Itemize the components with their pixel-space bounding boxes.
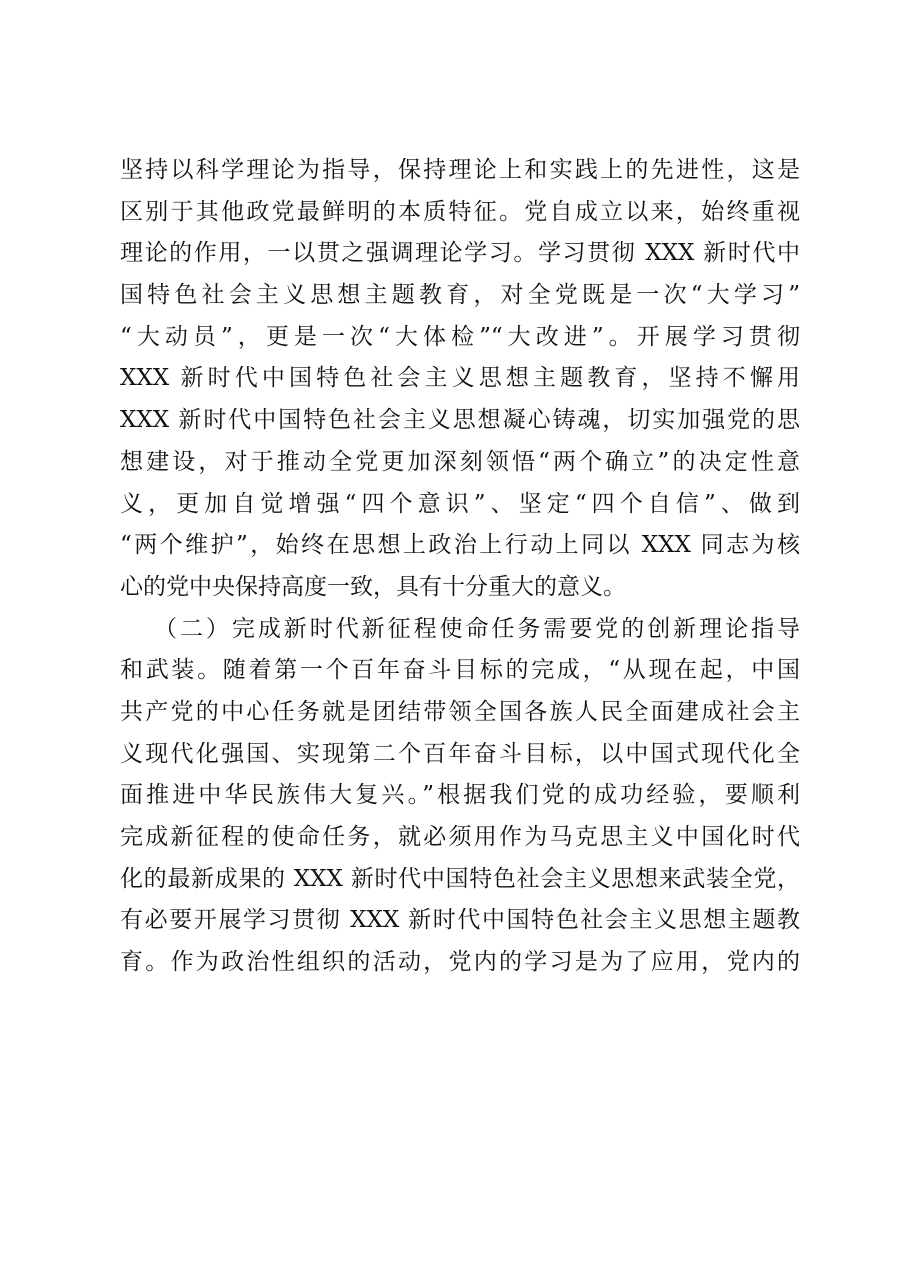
text-line: “大动员”，更是一次“大体检”“大改进”。开展学习贯彻 xyxy=(120,323,800,350)
text-line: 和武装。随着第一个百年奋斗目标的完成，“从现在起，中国 xyxy=(120,657,800,684)
text-line: XXX 新时代中国特色社会主义思想主题教育，坚持不懈用 xyxy=(120,365,800,392)
text-line: XXX 新时代中国特色社会主义思想凝心铸魂，切实加强党的思 xyxy=(120,407,800,434)
paragraph-1 xyxy=(120,150,800,609)
text-line: 义现代化强国、实现第二个百年奋斗目标，以中国式现代化全 xyxy=(120,740,800,767)
text-line: “两个维护”，始终在思想上政治上行动上同以 XXX 同志为核 xyxy=(120,532,800,559)
text-line: 国特色社会主义思想主题教育，对全党既是一次“大学习” xyxy=(120,282,800,309)
text-line: 理论的作用，一以贯之强调理论学习。学习贯彻 XXX 新时代中 xyxy=(120,240,800,267)
text-line: 心的党中央保持高度一致，具有十分重大的意义。 xyxy=(120,573,626,600)
text-line: 想建设，对于推动全党更加深刻领悟“两个确立”的决定性意 xyxy=(120,448,800,475)
text-line: 化的最新成果的 XXX 新时代中国特色社会主义思想来武装全党， xyxy=(120,865,800,892)
text-line: 坚持以科学理论为指导，保持理论上和实践上的先进性，这是 xyxy=(120,157,800,183)
text-line: 面推进中华民族伟大复兴。”根据我们党的成功经验，要顺利 xyxy=(120,782,800,809)
text-line: 完成新征程的使命任务，就必须用作为马克思主义中国化时代 xyxy=(120,824,800,850)
text-line: （二）完成新时代新征程使命任务需要党的创新理论指导 xyxy=(154,615,800,642)
text-line: 育。作为政治性组织的活动，党内的学习是为了应用，党内的 xyxy=(120,949,800,976)
text-line: 共产党的中心任务就是团结带领全国各族人民全面建成社会主 xyxy=(120,698,800,725)
text-line: 义，更加自觉增强“四个意识”、坚定“四个自信”、做到 xyxy=(120,490,800,517)
paragraph-2 xyxy=(120,609,800,984)
text-line: 区别于其他政党最鲜明的本质特征。党自成立以来，始终重视 xyxy=(120,198,800,225)
text-line: 有必要开展学习贯彻 XXX 新时代中国特色社会主义思想主题教 xyxy=(120,907,800,934)
document-body xyxy=(120,150,800,984)
